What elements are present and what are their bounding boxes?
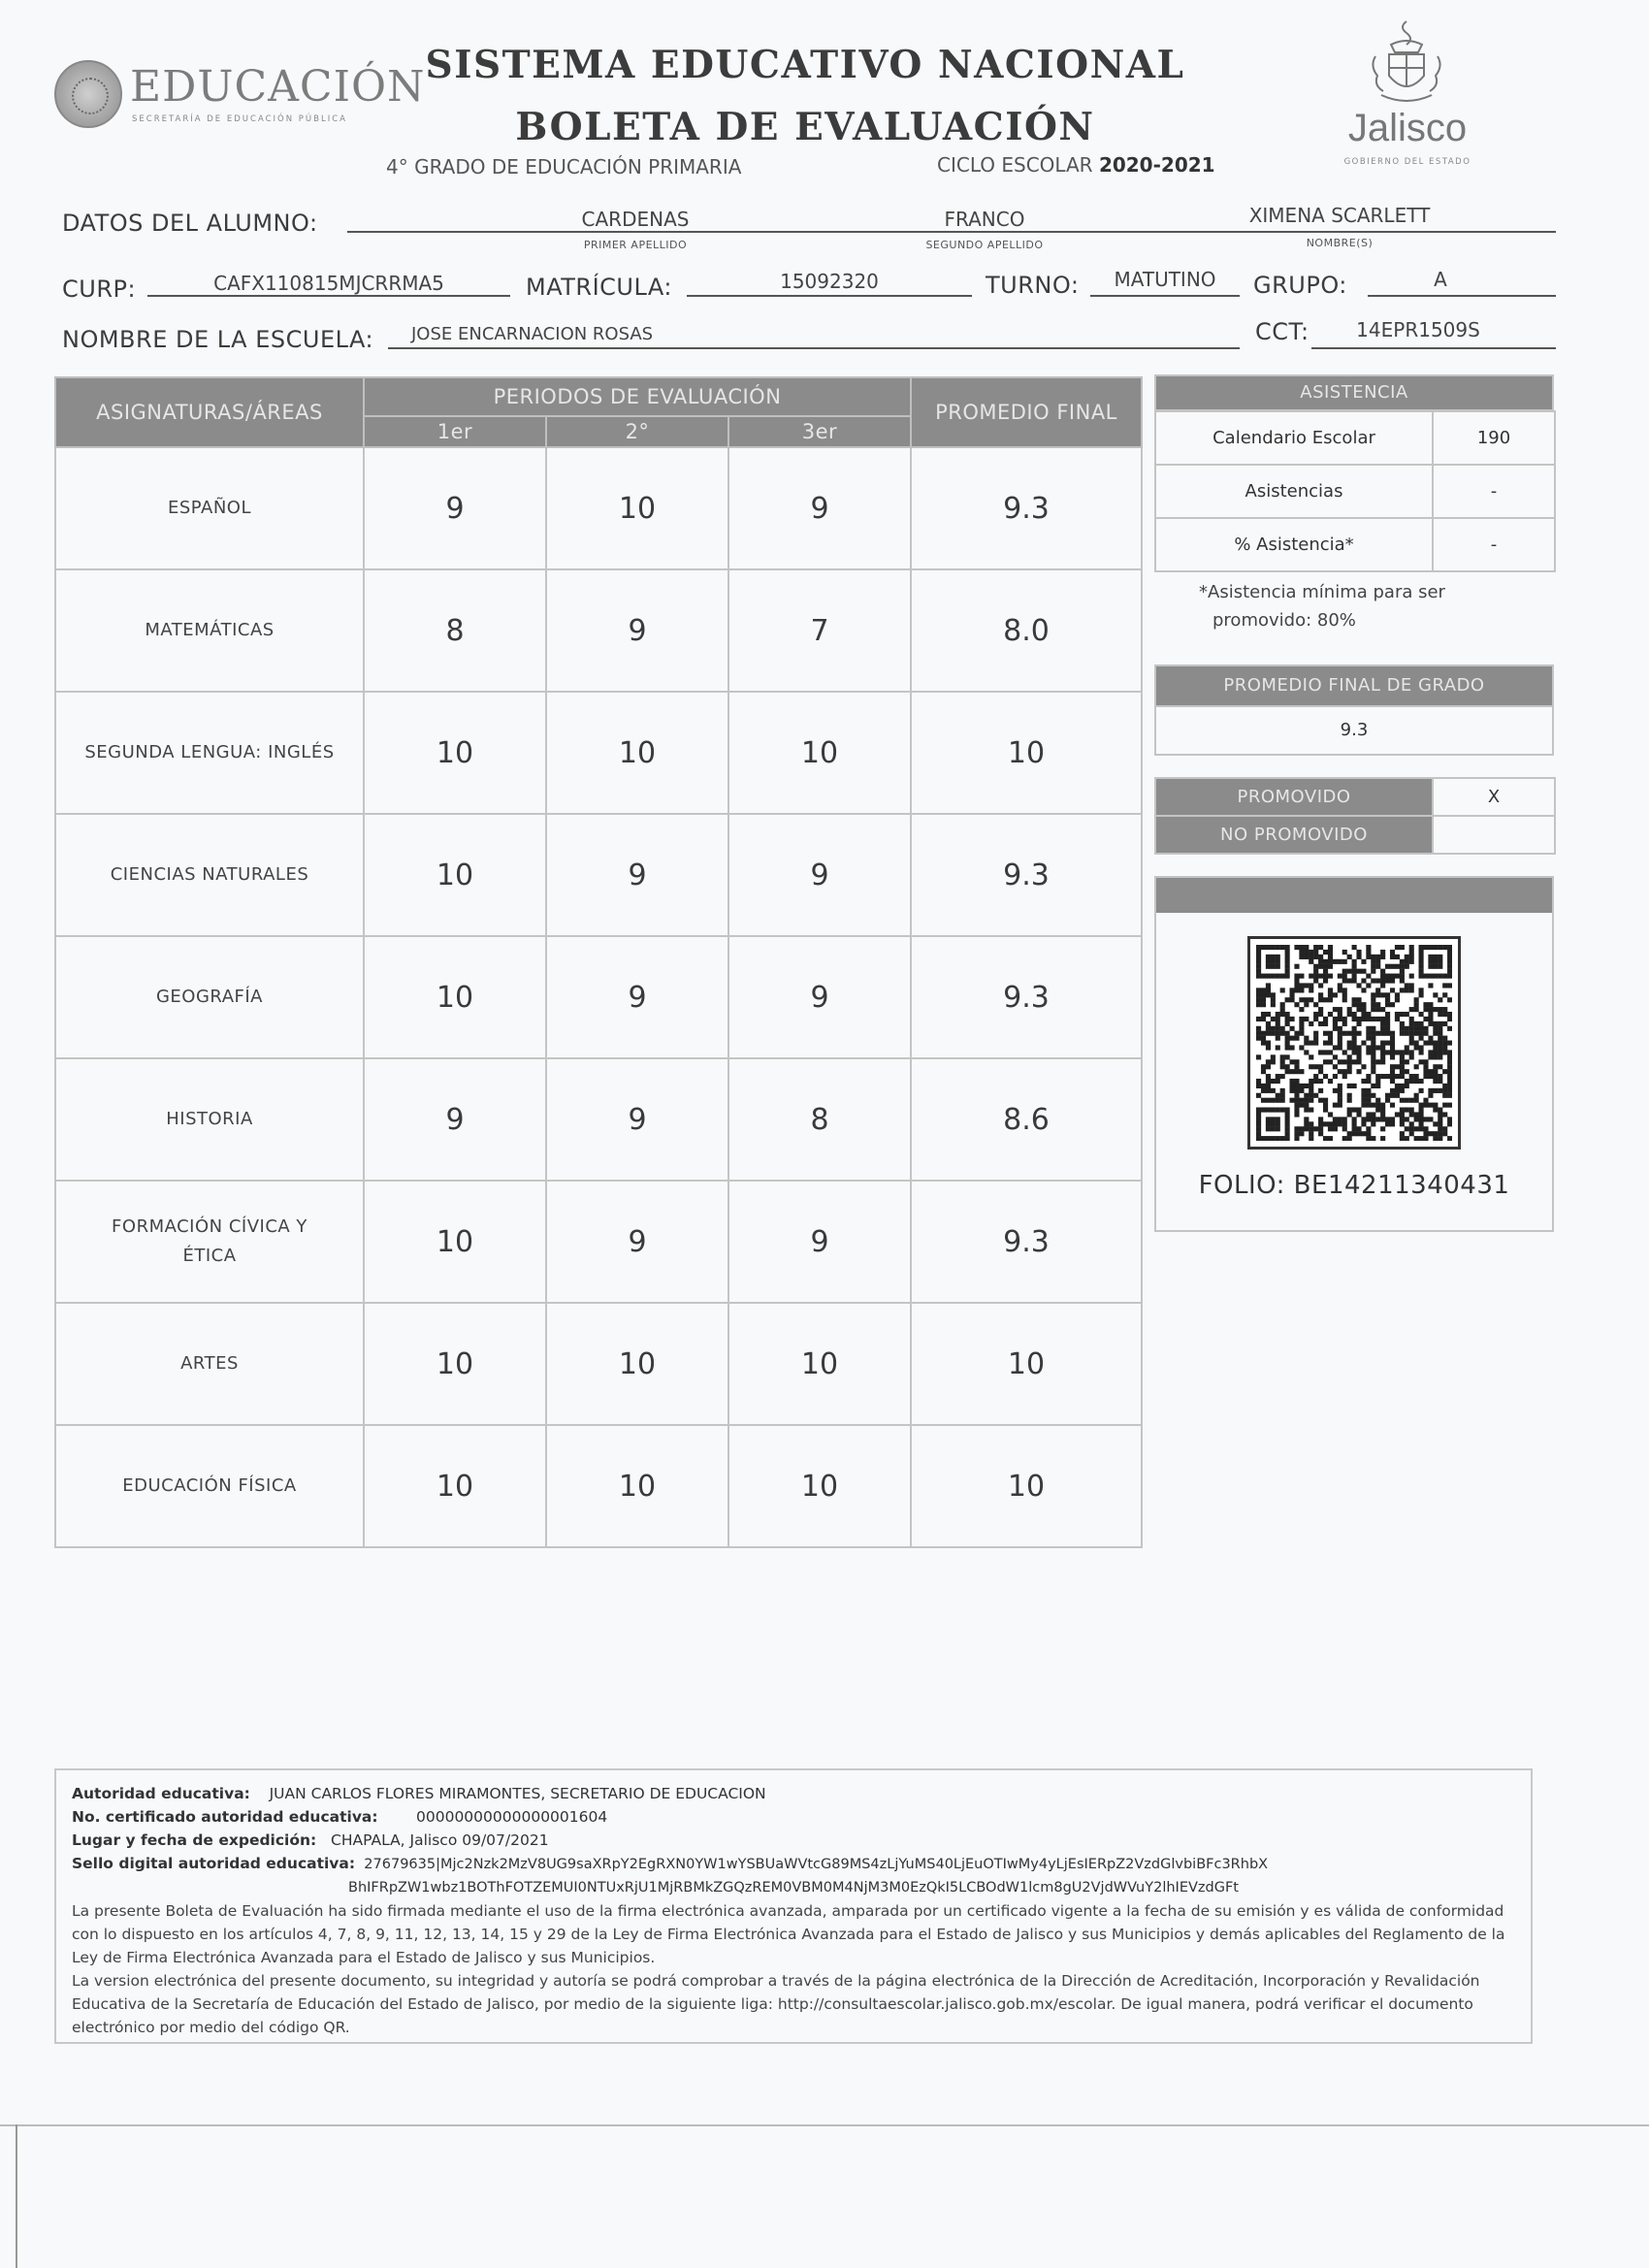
grade-period-2: 9 [546, 1058, 728, 1181]
attendance-table [1154, 410, 1556, 572]
grupo-label: GRUPO: [1253, 272, 1347, 299]
grade-period-2: 9 [546, 1181, 728, 1303]
student-data-label: DATOS DEL ALUMNO: [62, 210, 318, 237]
school-name-value: JOSE ENCARNACION ROSAS [411, 324, 654, 344]
legal-text-1: La presente Boleta de Evaluación ha sido firmada mediante el uso de la firma electrónica avanzada, amparada por un certificado vigente a la fecha de su emisión y es válida de conformidad con lo dispuesto en los artículos 4, 7, 8, 9, 11, 12, 13, 14, 15 y 29 de la Ley de Firma Electrónica Avanzada para el Estado de Jalisco y sus Municipios y demás aplicables del Reglamento de la Ley de Firma Electrónica Avanzada para el Estado de Jalisco y sus Municipios. [72, 1902, 1505, 1966]
grade-row [55, 936, 1142, 1058]
school-name-label: NOMBRE DE LA ESCUELA: [62, 326, 374, 353]
legal-text-2: La version electrónica del presente documento, su integridad y autoría se podrá comprobar a través de la página electrónica de la Dirección de Acreditación, Incorporación y Revalidación Educativa de la Secretaría de Educación del Estado de Jalisco, por medio de la siguiente liga: http://consultaescolar.jalisco.gob.mx/escolar. De igual manera, podrá verificar el documento electrónico por medio del código QR. [72, 1972, 1480, 2036]
attendance-header: ASISTENCIA [1154, 374, 1554, 411]
jalisco-logo-subtitle: GOBIERNO DEL ESTADO [1343, 157, 1471, 167]
attendance-note-line-1: *Asistencia mínima para ser [1199, 582, 1445, 602]
jalisco-crest-icon [1362, 17, 1451, 105]
subject-name: HISTORIA [55, 1058, 364, 1181]
national-seal-icon [54, 60, 122, 128]
segundo-apellido-caption: SEGUNDO APELLIDO [925, 239, 1044, 251]
school-cycle-label: CICLO ESCOLAR [937, 153, 1093, 177]
attendance-note [1199, 578, 1445, 634]
grade-level: 4° GRADO DE EDUCACIÓN PRIMARIA [386, 155, 742, 178]
promovido-label: PROMOVIDO [1155, 778, 1433, 816]
grade-row [55, 447, 1142, 569]
grade-final: 9.3 [911, 447, 1142, 569]
grade-period-3: 9 [728, 1181, 911, 1303]
grade-period-3: 7 [728, 569, 911, 692]
school-name-line [388, 347, 1240, 349]
grupo-line [1368, 295, 1556, 297]
grade-final: 10 [911, 692, 1142, 814]
grade-final: 10 [911, 1425, 1142, 1547]
curp-label: CURP: [62, 275, 137, 303]
period-2-header: 2° [546, 416, 728, 447]
grade-period-1: 9 [364, 447, 546, 569]
period-1-header: 1er [364, 416, 546, 447]
curp-value: CAFX110815MJCRRMA5 [213, 272, 444, 295]
grade-period-2: 10 [546, 692, 728, 814]
subjects-column-header: ASIGNATURAS/ÁREAS [55, 377, 364, 447]
final-average-column-header: PROMEDIO FINAL [911, 377, 1142, 447]
grade-final: 10 [911, 1303, 1142, 1425]
segundo-apellido: FRANCO [944, 208, 1025, 231]
grade-row [55, 814, 1142, 936]
subject-name: ARTES [55, 1303, 364, 1425]
attendance-value: 190 [1433, 411, 1555, 465]
grade-row [55, 569, 1142, 692]
attendance-value: - [1433, 465, 1555, 518]
periods-column-header: PERIODOS DE EVALUACIÓN [364, 377, 911, 416]
attendance-note-line-2: promovido: 80% [1212, 610, 1356, 631]
promovido-mark: X [1433, 778, 1555, 816]
turno-line [1090, 295, 1240, 297]
system-title: SISTEMA EDUCATIVO NACIONAL [425, 43, 1185, 87]
document-title: BOLETA DE EVALUACIÓN [515, 105, 1095, 149]
matricula-value: 15092320 [780, 270, 879, 293]
qr-code [1247, 936, 1461, 1150]
subject-name: CIENCIAS NATURALES [55, 814, 364, 936]
primer-apellido-caption: PRIMER APELLIDO [583, 239, 688, 251]
grade-period-2: 10 [546, 447, 728, 569]
subject-name: EDUCACIÓN FÍSICA [55, 1425, 364, 1547]
jalisco-logo-word: Jalisco [1347, 107, 1468, 149]
subject-name: SEGUNDA LENGUA: INGLÉS [55, 692, 364, 814]
digital-seal-line-2: BhIFRpZW1wbz1BOThFOTZEMUI0NTUxRjU1MjRBMkZGQzREM0VBM0M4NjM3M0EzQkI5LCBOdW1lcm8gU2VjdWVuY2lhIEVzdGFt [348, 1880, 1239, 1895]
turno-label: TURNO: [986, 272, 1080, 299]
grade-period-1: 8 [364, 569, 546, 692]
grade-row [55, 1303, 1142, 1425]
grade-period-3: 10 [728, 1303, 911, 1425]
grade-final: 9.3 [911, 1181, 1142, 1303]
no-promovido-label: NO PROMOVIDO [1155, 816, 1433, 854]
grade-period-3: 10 [728, 1425, 911, 1547]
grade-period-3: 10 [728, 692, 911, 814]
grade-period-1: 9 [364, 1058, 546, 1181]
place-date-value: CHAPALA, Jalisco 09/07/2021 [331, 1831, 549, 1849]
certificate-value: 00000000000000001604 [416, 1808, 608, 1826]
grade-period-2: 10 [546, 1425, 728, 1547]
grade-row [55, 1181, 1142, 1303]
final-grade-value: 9.3 [1154, 705, 1554, 756]
digital-seal-row [72, 1852, 1515, 1876]
cct-value: 14EPR1509S [1356, 318, 1480, 341]
student-name-line [347, 231, 1556, 233]
cct-label: CCT: [1255, 318, 1310, 345]
cct-line [1311, 347, 1556, 349]
turno-value: MATUTINO [1114, 268, 1216, 291]
grade-final: 8.0 [911, 569, 1142, 692]
school-cycle [937, 153, 1215, 177]
attendance-row [1155, 518, 1555, 571]
promotion-table [1154, 777, 1556, 855]
grupo-value: A [1434, 268, 1447, 291]
attendance-label: Calendario Escolar [1155, 411, 1433, 465]
grade-row [55, 1058, 1142, 1181]
qr-panel-header [1156, 878, 1552, 913]
sep-logo-subtitle: SECRETARÍA DE EDUCACIÓN PÚBLICA [132, 114, 347, 124]
matricula-line [687, 295, 972, 297]
subject-name: ESPAÑOL [55, 447, 364, 569]
subject-name: GEOGRAFÍA [55, 936, 364, 1058]
grade-period-3: 8 [728, 1058, 911, 1181]
grade-row [55, 692, 1142, 814]
grade-period-2: 9 [546, 936, 728, 1058]
matricula-label: MATRÍCULA: [526, 274, 673, 301]
grade-period-3: 9 [728, 447, 911, 569]
grade-row [55, 1425, 1142, 1547]
grade-final: 9.3 [911, 814, 1142, 936]
grade-period-1: 10 [364, 936, 546, 1058]
attendance-label: % Asistencia* [1155, 518, 1433, 571]
grade-period-1: 10 [364, 1425, 546, 1547]
grade-period-2: 10 [546, 1303, 728, 1425]
grade-final: 8.6 [911, 1058, 1142, 1181]
authority-value: JUAN CARLOS FLORES MIRAMONTES, SECRETARIO DE EDUCACION [269, 1785, 766, 1802]
no-promovido-mark [1433, 816, 1555, 854]
attendance-label: Asistencias [1155, 465, 1433, 518]
certificate-row [72, 1805, 1515, 1829]
place-date-label: Lugar y fecha de expedición: [72, 1831, 317, 1849]
grade-period-1: 10 [364, 1303, 546, 1425]
place-date-row [72, 1829, 1515, 1852]
attendance-value: - [1433, 518, 1555, 571]
scan-edge-left [16, 2124, 17, 2268]
signature-footer [54, 1768, 1533, 2044]
sep-logo-word: EDUCACIÓN [130, 62, 426, 112]
digital-seal-line-1: 27679635|Mjc2Nzk2MzV8UG9saXRpY2EgRXN0YW1wYSBUaWVtcG89MS4zLjYuMS40LjEuOTIwMy4yLjEsIERpZ2VzdGlvbiBFc3RhbX [364, 1857, 1269, 1872]
digital-seal-label: Sello digital autoridad educativa: [72, 1855, 356, 1872]
school-cycle-value: 2020-2021 [1098, 153, 1215, 177]
student-given-names: XIMENA SCARLETT [1248, 204, 1431, 227]
period-3-header: 3er [728, 416, 911, 447]
given-names-caption: NOMBRE(S) [1306, 237, 1374, 249]
folio-number: FOLIO: BE14211340431 [1198, 1171, 1510, 1200]
authority-row [72, 1782, 1515, 1805]
subject-name: MATEMÁTICAS [55, 569, 364, 692]
grades-table [54, 376, 1143, 1548]
grade-period-2: 9 [546, 814, 728, 936]
grade-period-1: 10 [364, 1181, 546, 1303]
grade-period-3: 9 [728, 814, 911, 936]
grade-period-1: 10 [364, 814, 546, 936]
certificate-label: No. certificado autoridad educativa: [72, 1808, 378, 1826]
grade-period-3: 9 [728, 936, 911, 1058]
grade-period-2: 9 [546, 569, 728, 692]
curp-line [147, 295, 510, 297]
attendance-row [1155, 411, 1555, 465]
grade-final: 9.3 [911, 936, 1142, 1058]
sep-logo [54, 58, 426, 130]
subject-name: FORMACIÓN CÍVICA Y ÉTICA [55, 1181, 364, 1303]
qr-code-icon [1256, 945, 1452, 1141]
attendance-row [1155, 465, 1555, 518]
authority-label: Autoridad educativa: [72, 1785, 250, 1802]
primer-apellido: CARDENAS [581, 208, 690, 231]
scan-edge-line [0, 2124, 1649, 2126]
grade-period-1: 10 [364, 692, 546, 814]
final-grade-header: PROMEDIO FINAL DE GRADO [1154, 664, 1554, 707]
